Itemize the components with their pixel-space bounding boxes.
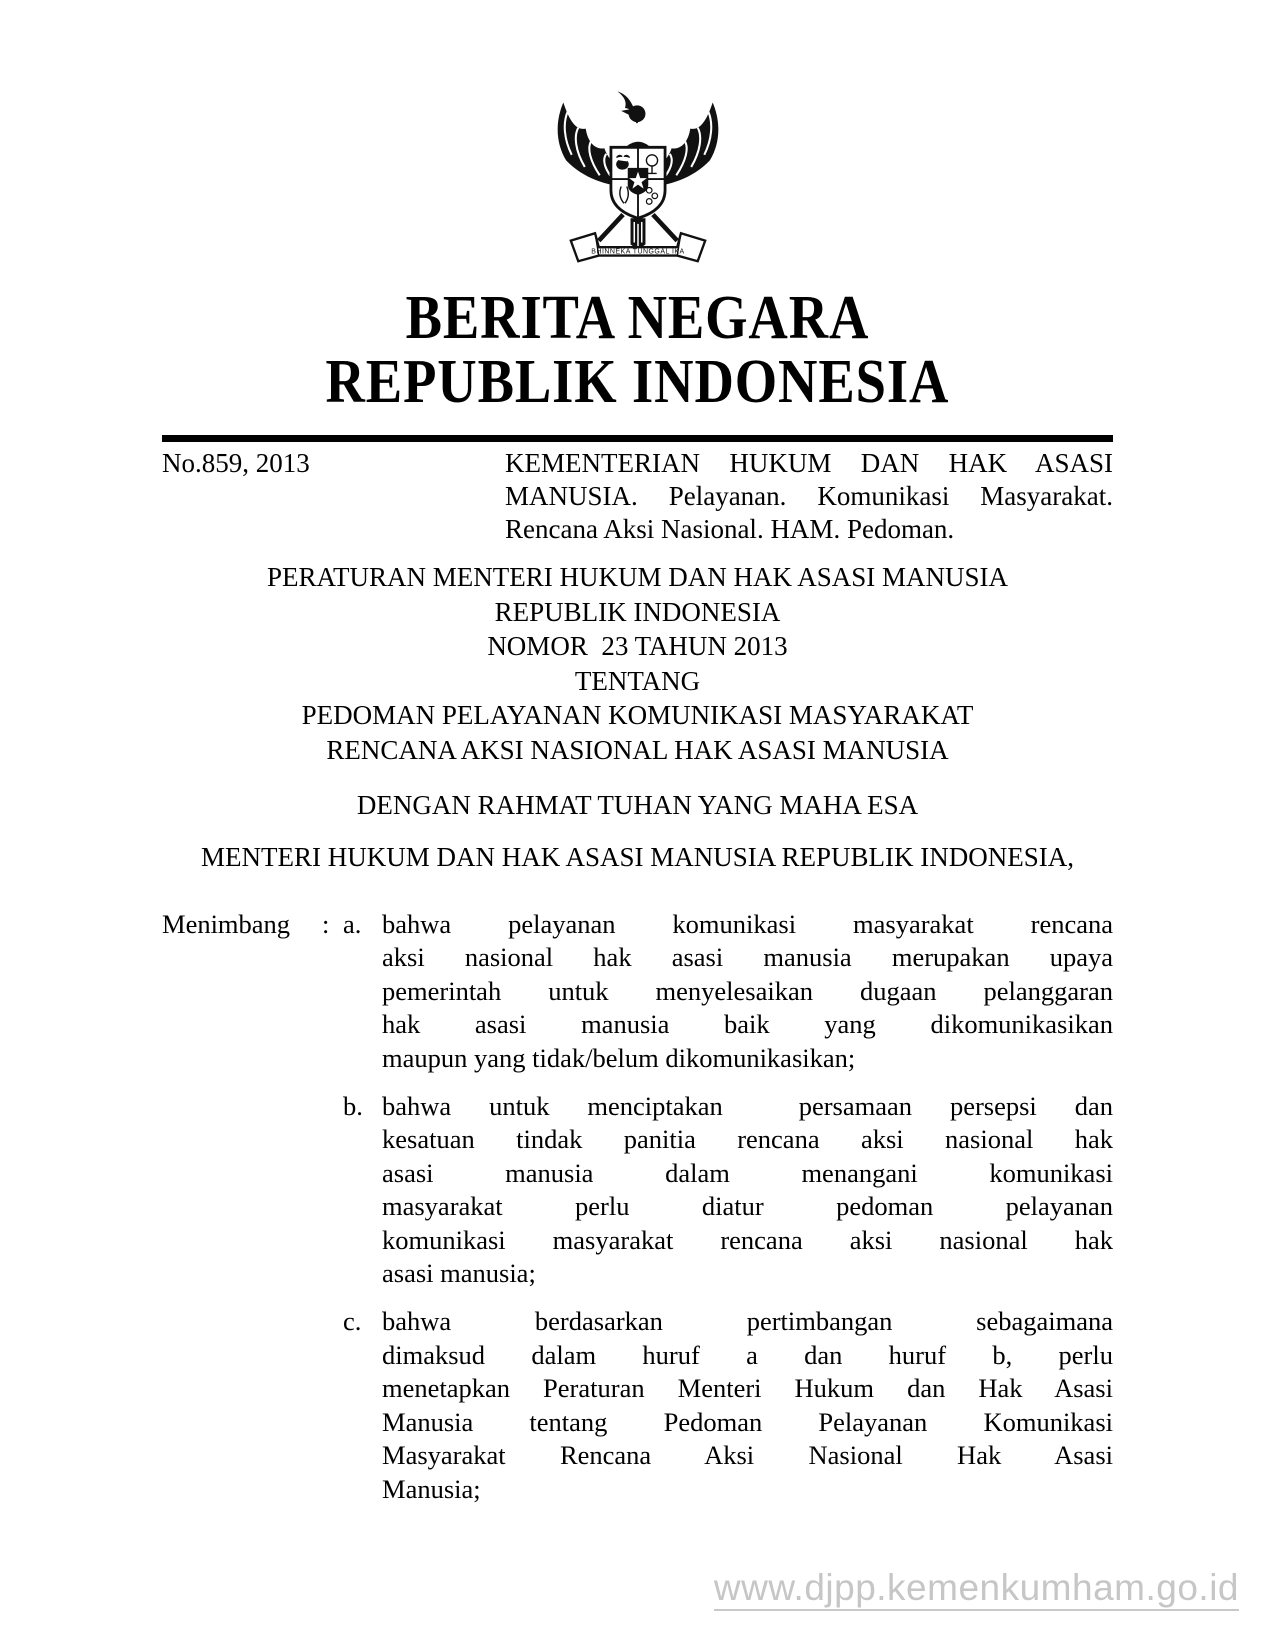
item-marker-c: c. bbox=[343, 1306, 362, 1337]
item-marker-b: b. bbox=[343, 1091, 363, 1122]
consideration-item-c bbox=[162, 1305, 1113, 1505]
masthead-rule bbox=[162, 435, 1113, 442]
masthead-title-line2-text: REPUBLIK INDONESIA bbox=[325, 348, 950, 416]
text-line: hak asasi manusia baik yang dikomunikasikan bbox=[382, 1009, 1113, 1040]
invocation-line: DENGAN RAHMAT TUHAN YANG MAHA ESA bbox=[356, 790, 919, 820]
item-marker-a: a. bbox=[343, 909, 362, 939]
text-line: Rencana Aksi Nasional. HAM. Pedoman. bbox=[505, 514, 955, 544]
regulation-title-block bbox=[162, 560, 1113, 767]
text-line: bahwa pelayanan komunikasi masyarakat rencana bbox=[382, 909, 1113, 939]
text-line: Masyarakat Rencana Aksi Nasional Hak Asasi bbox=[382, 1440, 1113, 1471]
authority-line: MENTERI HUKUM DAN HAK ASASI MANUSIA REPUBLIK INDONESIA, bbox=[200, 842, 1075, 872]
item-text-a bbox=[382, 908, 1113, 1075]
text-line: bahwa untuk menciptakan persamaan persepsi dan bbox=[382, 1091, 1113, 1122]
consideration-item-b bbox=[162, 1090, 1113, 1290]
text-line: asasi manusia; bbox=[382, 1258, 536, 1289]
text-line: asasi manusia dalam menangani komunikasi bbox=[382, 1157, 1113, 1188]
item-text-b bbox=[382, 1090, 1113, 1290]
text-line: Manusia tentang Pedoman Pelayanan Komunikasi bbox=[382, 1406, 1113, 1437]
masthead-title-line2 bbox=[0, 350, 1275, 414]
considerations-label: Menimbang bbox=[162, 909, 291, 939]
text-line: KEMENTERIAN HUKUM DAN HAK ASASI bbox=[505, 448, 1113, 478]
garuda-pancasila-emblem bbox=[540, 82, 736, 278]
text-line: maupun yang tidak/belum dikomunikasikan; bbox=[382, 1042, 856, 1073]
emblem-motto: BHINNEKA TUNGGAL IKA bbox=[590, 248, 685, 256]
text-line: RENCANA AKSI NASIONAL HAK ASASI MANUSIA bbox=[326, 734, 949, 765]
text-line: PEDOMAN PELAYANAN KOMUNIKASI MASYARAKAT bbox=[301, 700, 974, 730]
watermark-url: www.djpp.kemenkumham.go.id bbox=[714, 1568, 1239, 1611]
masthead-title bbox=[0, 286, 1275, 414]
text-line: komunikasi masyarakat rencana aksi nasional hak bbox=[382, 1224, 1113, 1255]
text-line: pemerintah untuk menyelesaikan dugaan pelanggaran bbox=[382, 975, 1113, 1006]
text-line: aksi nasional hak asasi manusia merupakan upaya bbox=[382, 942, 1113, 973]
item-text-c bbox=[382, 1305, 1113, 1505]
consideration-item-a bbox=[162, 908, 1113, 1075]
text-line: dimaksud dalam huruf a dan huruf b, perlu bbox=[382, 1339, 1113, 1370]
subject-block bbox=[505, 447, 1113, 546]
text-line: PERATURAN MENTERI HUKUM DAN HAK ASASI MANUSIA bbox=[266, 562, 1009, 592]
text-line: REPUBLIK INDONESIA bbox=[494, 596, 781, 627]
considerations-colon: : bbox=[322, 909, 330, 939]
text-line: Manusia; bbox=[382, 1473, 481, 1504]
masthead-info-row bbox=[162, 447, 1113, 546]
text-line: masyarakat perlu diatur pedoman pelayanan bbox=[382, 1191, 1113, 1222]
text-line: bahwa berdasarkan pertimbangan sebagaimana bbox=[382, 1306, 1113, 1337]
text-line: NOMOR 23 TAHUN 2013 bbox=[487, 631, 788, 661]
garuda-pancasila-icon bbox=[540, 82, 736, 278]
masthead-title-line1-text: BERITA NEGARA bbox=[405, 284, 870, 352]
text-line: kesatuan tindak panitia rencana aksi nasional hak bbox=[382, 1124, 1113, 1155]
text-line: TENTANG bbox=[574, 665, 701, 696]
considerations-section bbox=[162, 908, 1113, 1506]
issue-number: No.859, 2013 bbox=[162, 448, 310, 478]
text-line: MANUSIA. Pelayanan. Komunikasi Masyarakat. bbox=[505, 481, 1113, 511]
masthead-title-line1 bbox=[0, 286, 1275, 350]
text-line: menetapkan Peraturan Menteri Hukum dan Hak Asasi bbox=[382, 1373, 1113, 1404]
